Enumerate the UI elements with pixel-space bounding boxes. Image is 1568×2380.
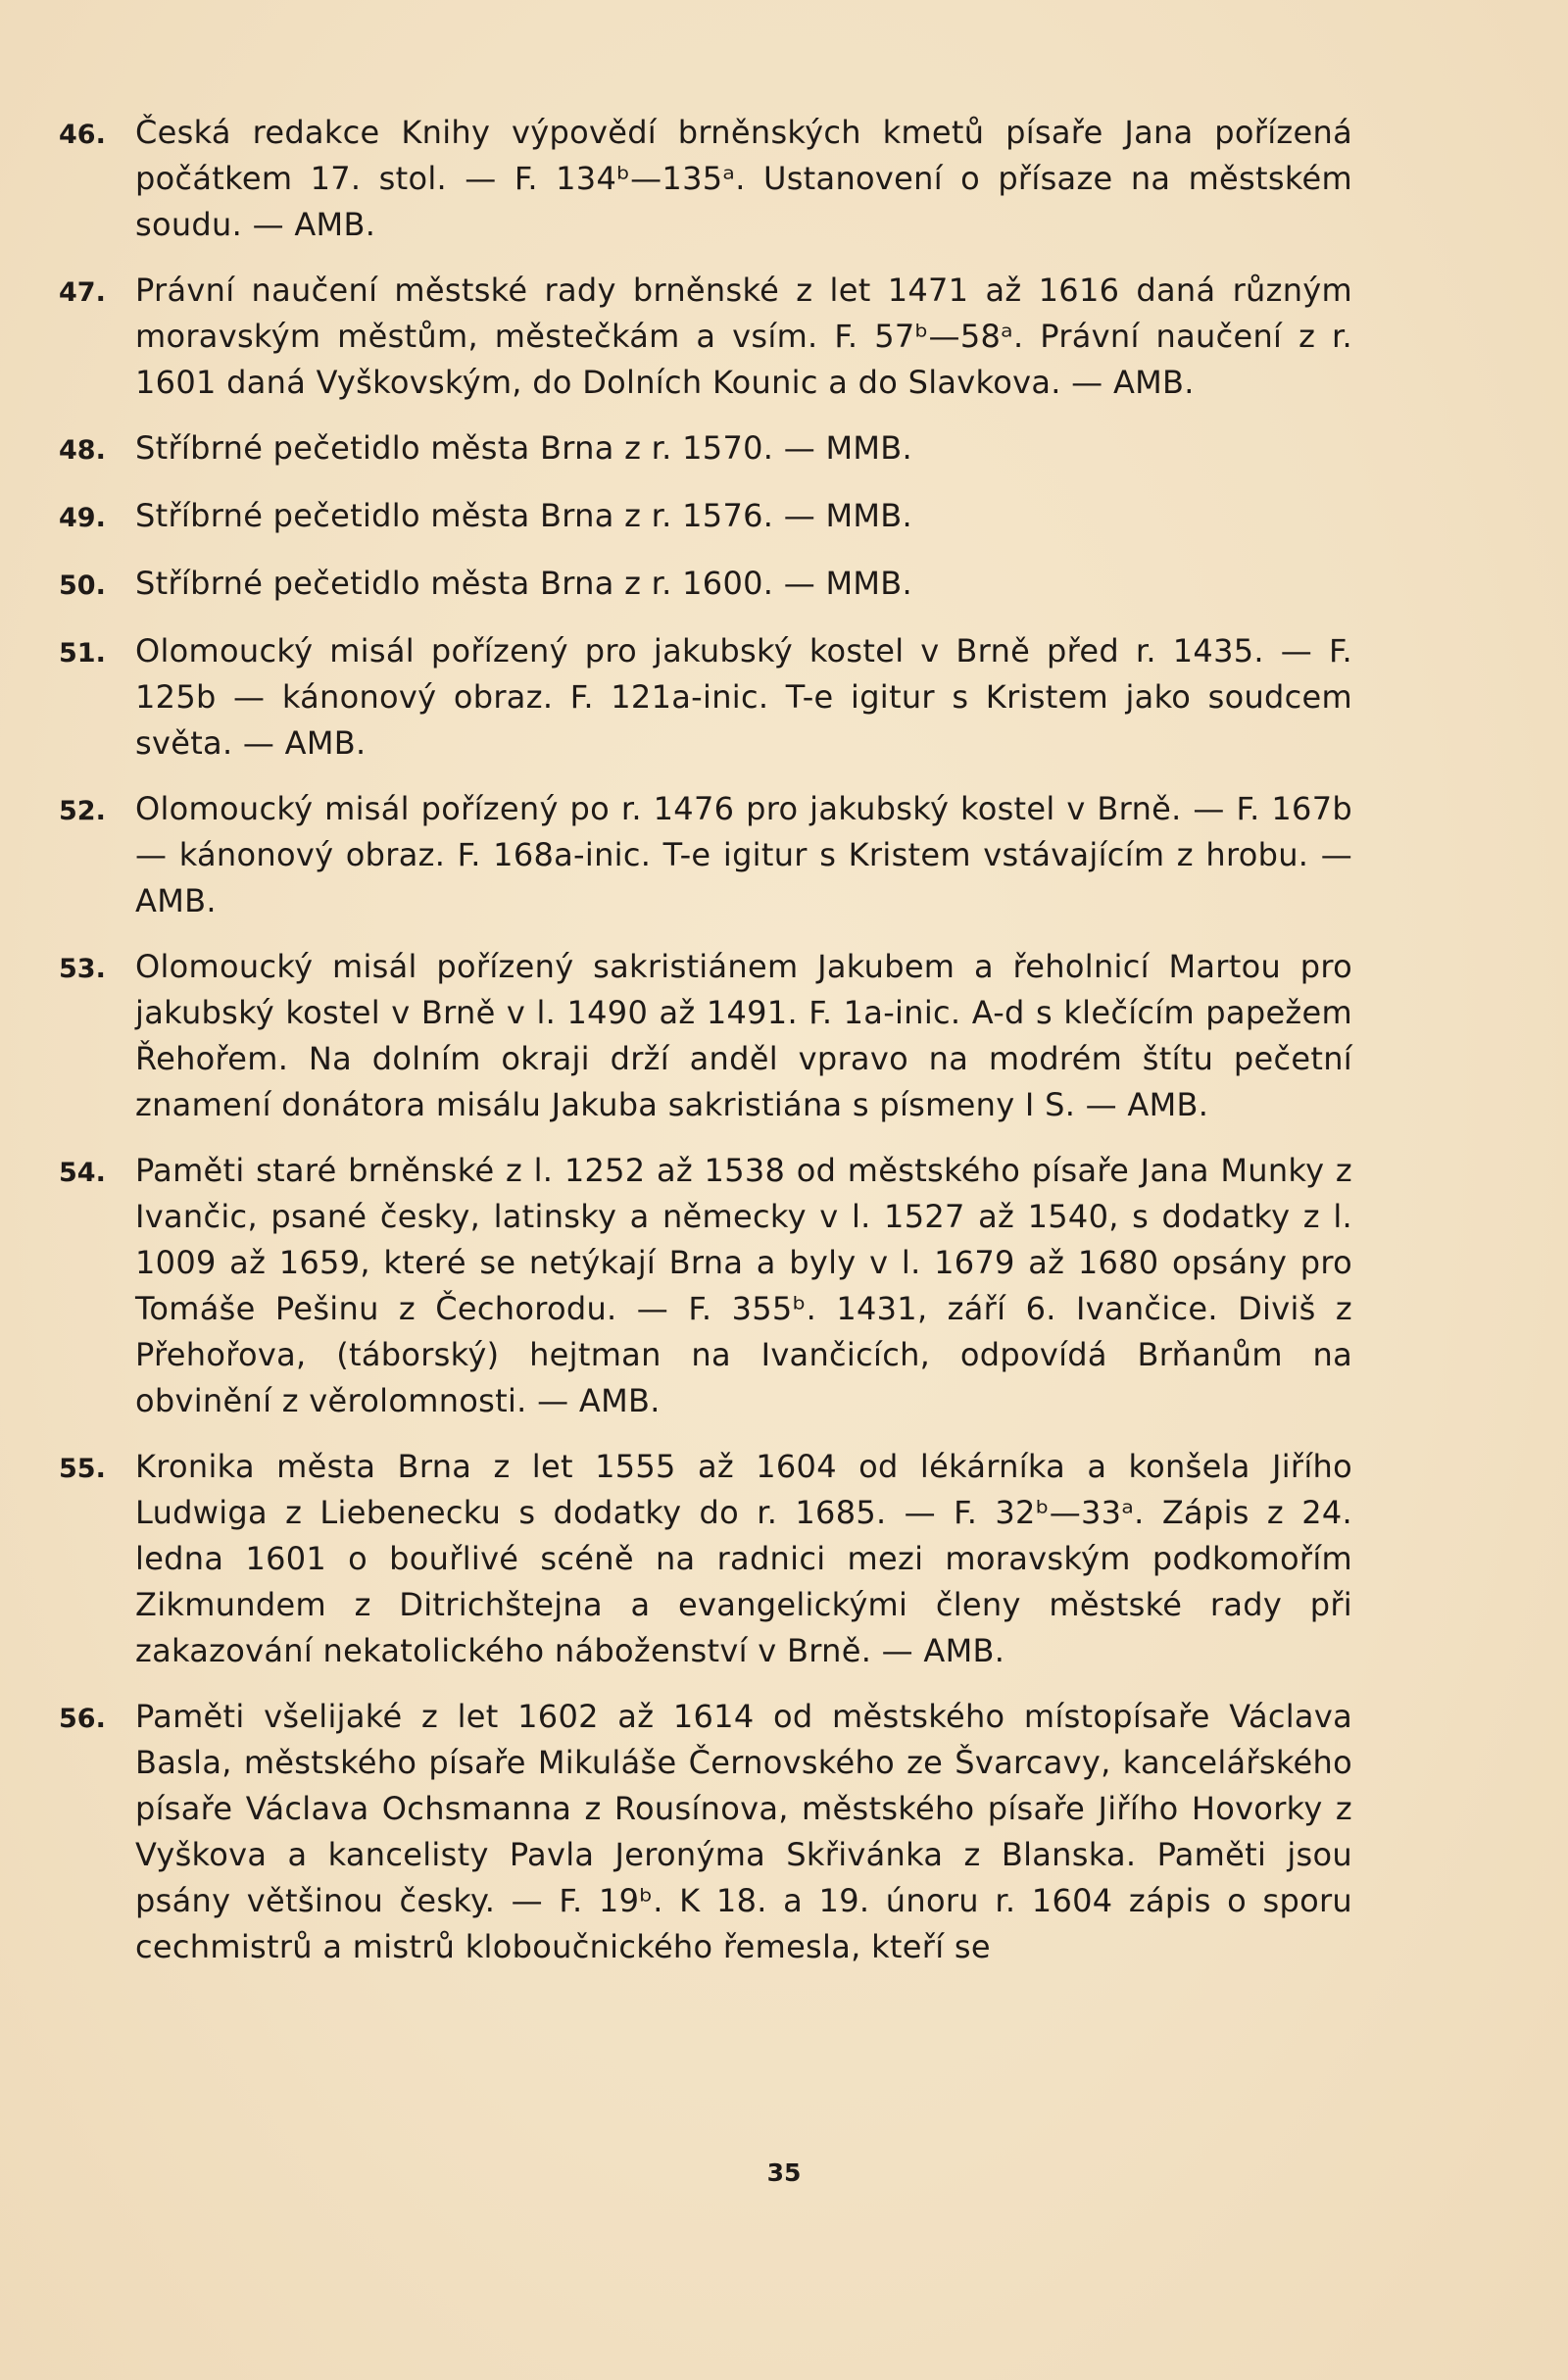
entry-text: Česká redakce Knihy výpovědí brněnských kmetů písaře Jana pořízená počátkem 17. stol. — F. 134ᵇ—135ᵃ. Ustanovení o přísaze na městském soudu. — AMB. (135, 114, 1352, 243)
entry-number: 56. (59, 1704, 106, 1734)
catalog-entry-49 (59, 493, 1352, 541)
catalog-entry-54 (59, 1148, 1352, 1424)
catalog-entry-46 (59, 110, 1352, 248)
catalog-entry-52 (59, 786, 1352, 924)
entry-number: 46. (59, 120, 106, 150)
entry-number: 47. (59, 277, 106, 308)
entry-text: Paměti všelijaké z let 1602 až 1614 od městského místopísaře Václava Basla, městského písaře Mikuláše Černovského ze Švarcavy, kancelářského písaře Václava Ochsmanna z Rousínova, městského písaře Jiřího Hovorky z Vyškova a kancelisty Pavla Jeronýma Skřivánka z Blanska. Paměti jsou psány většinou česky. — F. 19ᵇ. K 18. a 19. únoru r. 1604 zápis o sporu cechmistrů a mistrů kloboučnického řemesla, kteří se (135, 1698, 1352, 1965)
entry-text: Kronika města Brna z let 1555 až 1604 od lékárníka a konšela Jiřího Ludwiga z Liebenecku s dodatky do r. 1685. — F. 32ᵇ—33ᵃ. Zápis z 24. ledna 1601 o bouřlivé scéně na radnici mezi moravským podkomořím Zikmundem z Ditrichštejna a evangelickými členy městské rady při zakazování nekatolického náboženství v Brně. — AMB. (135, 1448, 1352, 1669)
entry-text: Stříbrné pečetidlo města Brna z r. 1570. — MMB. (135, 429, 913, 467)
catalog-entry-55 (59, 1444, 1352, 1674)
entry-text: Olomoucký misál pořízený pro jakubský kostel v Brně před r. 1435. — F. 125b — kánonový obraz. F. 121a-inic. T-e igitur s Kristem jako soudcem světa. — AMB. (135, 632, 1352, 762)
entry-number: 52. (59, 796, 106, 826)
entry-number: 54. (59, 1158, 106, 1188)
entry-number: 50. (59, 570, 106, 601)
catalog-entries (59, 110, 1352, 1990)
entry-text: Olomoucký misál pořízený po r. 1476 pro jakubský kostel v Brně. — F. 167b — kánonový obraz. F. 168a-inic. T-e igitur s Kristem vstávajícím z hrobu. — AMB. (135, 790, 1352, 919)
page-number: 35 (766, 2158, 802, 2187)
catalog-entry-48 (59, 425, 1352, 473)
entry-text: Stříbrné pečetidlo města Brna z r. 1600. — MMB. (135, 565, 913, 602)
catalog-entry-51 (59, 628, 1352, 767)
catalog-entry-47 (59, 268, 1352, 406)
entry-text: Právní naučení městské rady brněnské z let 1471 až 1616 daná různým moravským městům, městečkám a vsím. F. 57ᵇ—58ᵃ. Právní naučení z r. 1601 daná Vyškovským, do Dolních Kounic a do Slavkova. — AMB. (135, 272, 1352, 401)
entry-number: 48. (59, 435, 106, 466)
entry-number: 51. (59, 638, 106, 669)
entry-text: Stříbrné pečetidlo města Brna z r. 1576. — MMB. (135, 497, 913, 534)
entry-text: Olomoucký misál pořízený sakristiánem Jakubem a řeholnicí Martou pro jakubský kostel v Brně v l. 1490 až 1491. F. 1a-inic. A-d s klečícím papežem Řehořem. Na dolním okraji drží anděl vpravo na modrém štítu pečetní znamení donátora misálu Jakuba sakristiána s písmeny I S. — AMB. (135, 948, 1352, 1123)
catalog-entry-50 (59, 561, 1352, 609)
catalog-entry-53 (59, 944, 1352, 1128)
entry-number: 49. (59, 503, 106, 533)
entry-text: Paměti staré brněnské z l. 1252 až 1538 od městského písaře Jana Munky z Ivančic, psané česky, latinsky a německy v l. 1527 až 1540, s dodatky z l. 1009 až 1659, které se netýkají Brna a byly v l. 1679 až 1680 opsány pro Tomáše Pešinu z Čechorodu. — F. 355ᵇ. 1431, září 6. Ivančice. Diviš z Přehořova, (táborský) hejtman na Ivančicích, odpovídá Brňanům na obvinění z věrolomnosti. — AMB. (135, 1152, 1352, 1419)
entry-number: 55. (59, 1454, 106, 1484)
catalog-entry-56 (59, 1694, 1352, 1970)
entry-number: 53. (59, 954, 106, 984)
